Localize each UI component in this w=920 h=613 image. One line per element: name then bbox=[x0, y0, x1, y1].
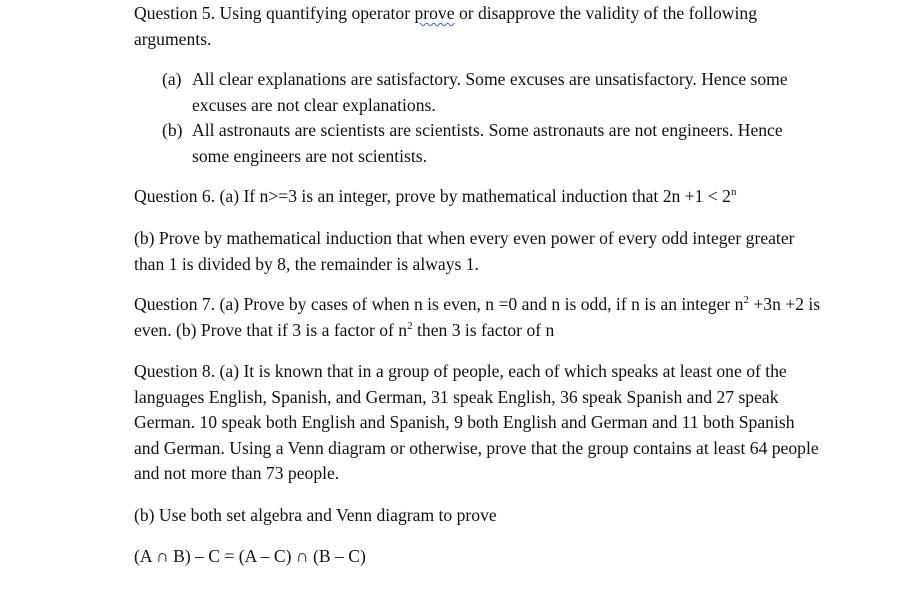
question-5-text-start: Question 5. Using quantifying operator bbox=[134, 3, 415, 23]
exponent: 2 bbox=[407, 319, 413, 332]
exponent: 2 bbox=[743, 294, 749, 306]
question-7-text-2: +3n +2 is even. (b) Prove that if 3 is a factor of n bbox=[134, 294, 821, 340]
question-5 bbox=[134, 1, 824, 52]
question-8a: Question 8. (a) It is known that in a group of people, each of which speaks at least one of the languages English, Spanish, and German, 31 speak English, 36 speak Spanish and 27 speak German. 10 speak both English and Spanish, 9 both English and German and 11 both Spanish and German. Using a Venn diagram or otherwise, prove that the group contains at least 64 people and not more than 73 people. bbox=[134, 361, 819, 483]
question-7-text-1: Question 7. (a) Prove by cases of when n is even, n =0 and n is odd, if n is an integer n bbox=[134, 294, 744, 314]
question-6a bbox=[134, 184, 834, 210]
question-8b: (b) Use both set algebra and Venn diagram to prove bbox=[134, 505, 497, 525]
question-6b: (b) Prove by mathematical induction that when every even power of every odd integer greater than 1 is divided by 8, the remainder is always 1. bbox=[134, 228, 795, 274]
spellcheck-flagged-word[interactable]: prove bbox=[414, 3, 455, 23]
item-text: All clear explanations are satisfactory. Some excuses are unsatisfactory. Hence some excuses are not clear explanations. bbox=[192, 69, 788, 115]
item-label: (b) bbox=[162, 120, 183, 140]
exponent: n bbox=[730, 186, 737, 198]
question-7 bbox=[134, 292, 824, 343]
item-label: (a) bbox=[162, 69, 182, 89]
question-5-item-a bbox=[162, 67, 822, 118]
set-formula: (A ∩ B) – C = (A – C) ∩ (B – C) bbox=[134, 546, 366, 566]
question-5-item-b bbox=[162, 118, 822, 169]
question-5-items bbox=[162, 67, 822, 169]
question-5-text-end: or disapprove the validity of the following arguments. bbox=[134, 3, 757, 49]
question-7-text-3: then 3 is factor of n bbox=[412, 319, 555, 340]
item-text: All astronauts are scientists are scientists. Some astronauts are not engineers. Hence some engineers are not scientists. bbox=[192, 120, 783, 166]
question-6a-text: Question 6. (a) If n>=3 is an integer, prove by mathematical induction that 2n +1 < 2 bbox=[134, 186, 731, 206]
